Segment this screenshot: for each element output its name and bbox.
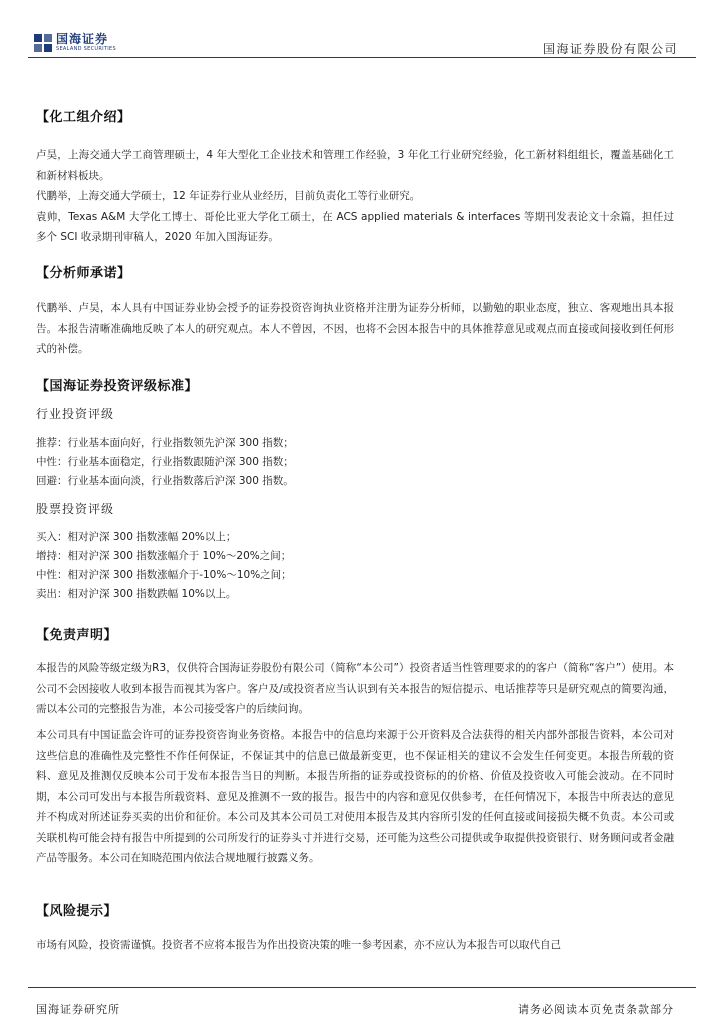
industry-rating-title: 行业投资评级 [36, 407, 115, 421]
stock-rating-item: 增持：相对沪深 300 指数涨幅介于 10%～20%之间； [36, 550, 292, 562]
page-header [0, 0, 724, 62]
section-title-disclaimer: 【免责声明】 [36, 628, 118, 643]
industry-rating-item: 中性：行业基本面稳定，行业指数跟随沪深 300 指数； [36, 456, 294, 468]
disclaimer-para-2: 本公司具有中国证监会许可的证券投资咨询业务资格。本报告中的信息均来源于公开资料及合法获得的相关内部外部报告资料，本公司对这些信息的准确性及完整性不作任何保证，不保证其中的信息已做最新变更，也不保证相关的建议不会发生任何变更。本报告所载的资料、意见及推测仅反映本公司于发布本报告当日的判断。本报告所指的证券或投资标的的价格、价值及投资收入可能会波动。在不同时期，本公司可发出与本报告所载资料、意见及推测不一致的报告。报告中的内容和意见仅供参考，在任何情况下，本报告中所表达的意见并不构成对所述证券买卖的出价和征价。本公司及其本公司员工对使用本报告及其内容所引发的任何直接或间接损失概不负责。本公司或关联机构可能会持有报告中所提到的公司所发行的证券头寸并进行交易，还可能为这些公司提供或争取提供投资银行、财务顾问或者金融产品等服务。本公司在知晓范围内依法合规地履行披露义务。 [36, 729, 674, 864]
risk-text: 市场有风险，投资需谨慎。投资者不应将本报告为作出投资决策的唯一参考因素，亦不应认为本报告可以取代自己 [36, 939, 561, 951]
logo-name-en: SEALAND SECURITIES [56, 46, 116, 52]
section-title-team: 【化工组介绍】 [36, 110, 131, 125]
stock-rating-item: 卖出：相对沪深 300 指数跌幅 10%以上。 [36, 588, 237, 600]
stock-rating-item: 中性：相对沪深 300 指数涨幅介于-10%～10%之间； [36, 569, 292, 581]
commitment-text: 代鹏举、卢昊，本人具有中国证券业协会授予的证券投资咨询执业资格并注册为证券分析师，以勤勉的职业态度，独立、客观地出具本报告。本报告清晰准确地反映了本人的研究观点。本人不曾因，不因，也将不会因本报告中的具体推荐意见或观点而直接或间接收到任何形式的补偿。 [36, 302, 674, 355]
logo-mark-icon [34, 34, 52, 52]
footer-disclaimer-notice: 请务必阅读本页免责条款部分 [518, 1003, 674, 1016]
footer-divider [28, 987, 696, 988]
section-title-risk: 【风险提示】 [36, 904, 118, 919]
stock-rating-item: 买入：相对沪深 300 指数涨幅 20%以上； [36, 531, 237, 543]
team-member: 卢昊，上海交通大学工商管理硕士，4 年大型化工企业技术和管理工作经验，3 年化工行业研究经验，化工新材料组组长，覆盖基础化工和新材料板块。 [36, 149, 674, 182]
team-member: 袁帅，Texas A&M 大学化工博士、哥伦比亚大学化工硕士，在 ACS applied materials & interfaces 等期刊发表论文十余篇，担任过多个 SCI 收录期刊审稿人，2020 年加入国海证券。 [36, 210, 674, 243]
industry-rating-item: 推荐：行业基本面向好，行业指数领先沪深 300 指数； [36, 437, 294, 449]
team-member: 代鹏举，上海交通大学硕士，12 年证券行业从业经历，目前负责化工等行业研究。 [36, 190, 421, 202]
disclaimer-para-1: 本报告的风险等级定级为R3，仅供符合国海证券股份有限公司（简称“本公司”）投资者适当性管理要求的的客户（简称“客户”）使用。本公司不会因接收人收到本报告而视其为客户。客户及/或投资者应当认识到有关本报告的短信提示、电话推荐等只是研究观点的简要沟通，需以本公司的完整报告为准，本公司接受客户的后续问询。 [36, 662, 674, 715]
logo-name-cn: 国海证券 [56, 32, 109, 46]
section-title-commitment: 【分析师承诺】 [36, 266, 131, 281]
company-logo [34, 33, 116, 52]
header-divider [28, 57, 696, 58]
footer-institute: 国海证券研究所 [36, 1003, 120, 1016]
team-intro [36, 145, 674, 248]
company-name: 国海证券股份有限公司 [542, 42, 678, 56]
industry-rating-item: 回避：行业基本面向淡，行业指数落后沪深 300 指数。 [36, 475, 294, 487]
section-title-rating: 【国海证券投资评级标准】 [36, 379, 199, 394]
stock-rating-title: 股票投资评级 [36, 502, 115, 516]
